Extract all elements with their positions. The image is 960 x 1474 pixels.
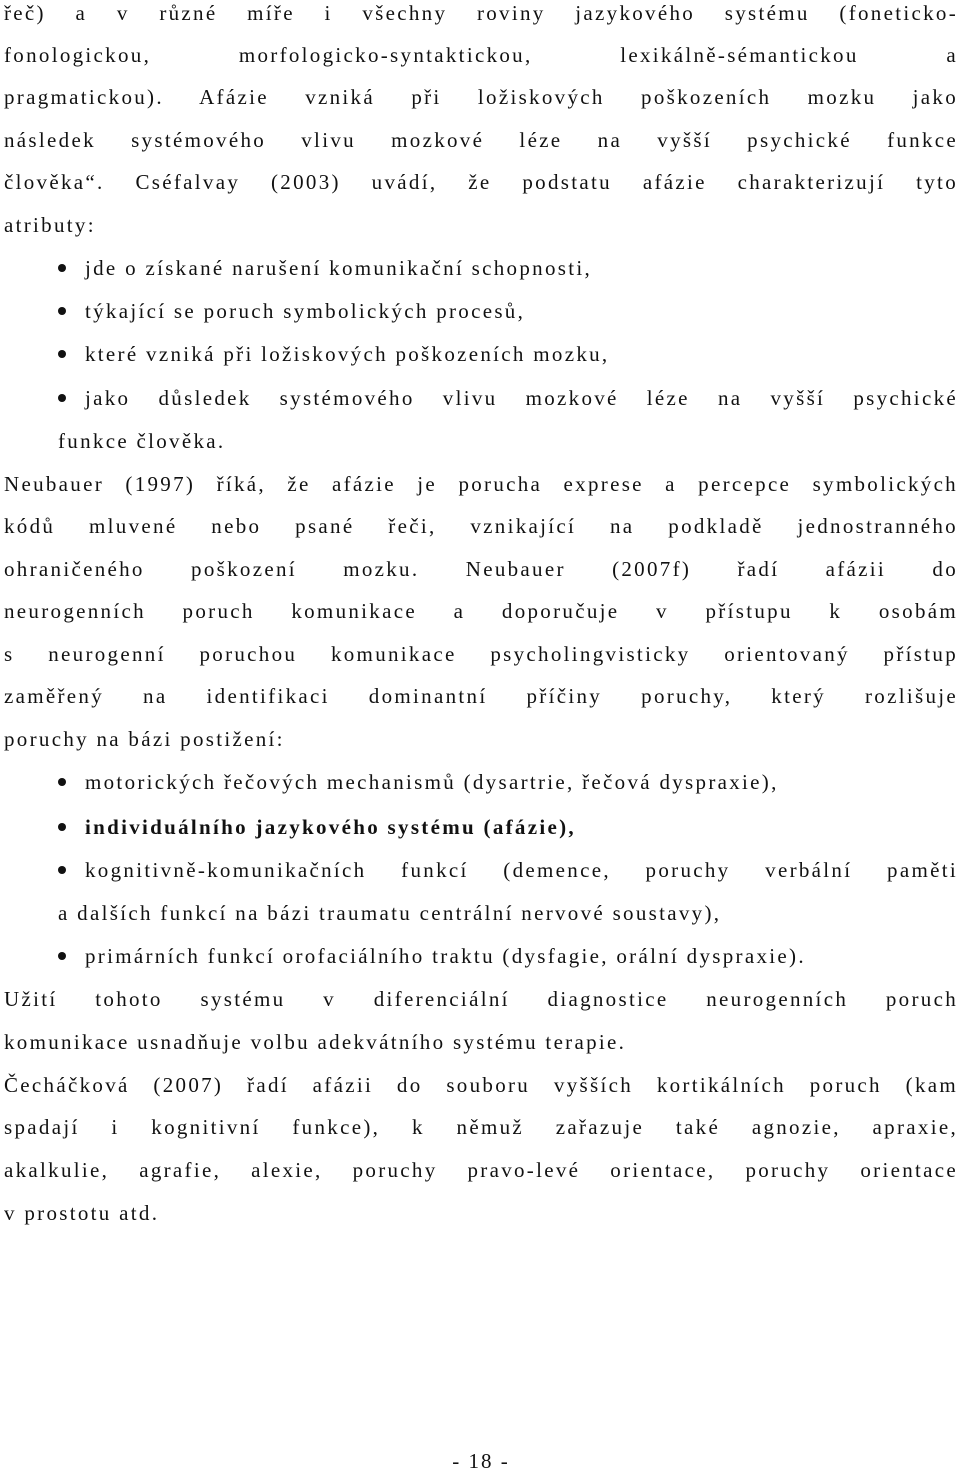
text-line: Užití tohoto systému v diferenciální diagnostice neurogenních poruch — [4, 987, 958, 1011]
list-item-text: kognitivně-komunikačních funkcí (demence, poruchy verbální paměti — [85, 858, 958, 882]
list-item-text: jde o získané narušení komunikační schopnosti, — [85, 256, 593, 280]
bullet-icon — [58, 866, 66, 874]
list-item-text: primárních funkcí orofaciálního traktu (dysfagie, orální dyspraxie). — [85, 944, 806, 968]
text-line: Čecháčková (2007) řadí afázii do souboru vyšších kortikálních poruch (kam — [4, 1073, 958, 1097]
text-line: fonologickou, morfologicko-syntaktickou, lexikálně-sémantickou a — [4, 43, 958, 67]
list-item-text: které vzniká při ložiskových poškozeních mozku, — [85, 342, 610, 366]
text-line: v prostotu atd. — [4, 1201, 160, 1225]
text-line: komunikace usnadňuje volbu adekvátního systému terapie. — [4, 1030, 627, 1054]
text-line: kódů mluvené nebo psané řeči, vznikající na podkladě jednostranného — [4, 514, 958, 538]
text-line: ohraničeného poškození mozku. Neubauer (2007f) řadí afázii do — [4, 557, 958, 581]
bullet-icon — [58, 350, 66, 358]
bullet-icon — [58, 307, 66, 315]
page-number: - 18 - — [452, 1449, 510, 1473]
bullet-icon — [58, 952, 66, 960]
text-line: a dalších funkcí na bázi traumatu centrální nervové soustavy), — [58, 901, 722, 925]
list-item-text: individuálního jazykového systému (afázie), — [85, 815, 576, 839]
text-line: funkce člověka. — [58, 429, 226, 453]
list-item-text: jako důsledek systémového vlivu mozkové léze na vyšší psychické — [85, 386, 958, 410]
text-line: s neurogenní poruchou komunikace psycholingvisticky orientovaný přístup — [4, 642, 958, 666]
text-line: poruchy na bázi postižení: — [4, 727, 285, 751]
list-item-text: motorických řečových mechanismů (dysartrie, řečová dyspraxie), — [85, 770, 779, 794]
bullet-icon — [58, 394, 66, 402]
text-line: pragmatickou). Afázie vzniká při ložiskových poškozeních mozku jako — [4, 85, 958, 109]
text-line: řeč) a v různé míře i všechny roviny jazykového systému (foneticko- — [4, 1, 958, 25]
text-line: člověka“. Cséfalvay (2003) uvádí, že podstatu afázie charakterizují tyto — [4, 170, 958, 194]
text-line: atributy: — [4, 213, 96, 237]
list-item-text: týkající se poruch symbolických procesů, — [85, 299, 526, 323]
text-line: akalkulie, agrafie, alexie, poruchy pravo-levé orientace, poruchy orientace — [4, 1158, 958, 1182]
bullet-icon — [58, 778, 66, 786]
bullet-icon — [58, 823, 66, 831]
text-line: následek systémového vlivu mozkové léze na vyšší psychické funkce — [4, 128, 958, 152]
bullet-icon — [58, 264, 66, 272]
text-line: Neubauer (1997) říká, že afázie je porucha exprese a percepce symbolických — [4, 472, 958, 496]
text-line: spadají i kognitivní funkce), k němuž zařazuje také agnozie, apraxie, — [4, 1115, 958, 1139]
text-line: neurogenních poruch komunikace a doporučuje v přístupu k osobám — [4, 599, 958, 623]
text-line: zaměřený na identifikaci dominantní příčiny poruchy, který rozlišuje — [4, 684, 958, 708]
